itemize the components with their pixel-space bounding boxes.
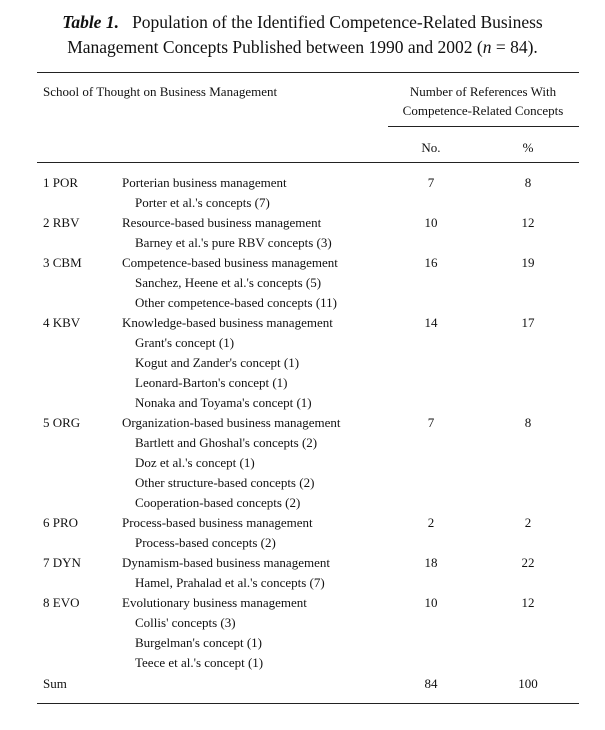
table-row	[0, 413, 605, 513]
row-sub-line	[0, 633, 605, 653]
row-main-line	[0, 593, 605, 613]
reference-percent: 8	[524, 415, 532, 430]
table-row	[0, 253, 605, 313]
row-main-line	[0, 413, 605, 433]
reference-count: 16	[424, 255, 438, 270]
school-concept: Porterian business management	[122, 175, 287, 190]
row-sub-line	[0, 193, 605, 213]
table-label: Table 1.	[62, 12, 119, 32]
header-bottom-rule	[37, 162, 579, 163]
table-row	[0, 173, 605, 213]
top-rule	[37, 72, 579, 73]
sub-concept: Burgelman's concept (1)	[135, 635, 263, 650]
sum-row	[0, 674, 605, 694]
header-pct: %	[522, 140, 534, 155]
sub-concept: Collis' concepts (3)	[135, 615, 236, 630]
school-concept: Dynamism-based business management	[122, 555, 330, 570]
sub-concept: Hamel, Prahalad et al.'s concepts (7)	[135, 575, 325, 590]
sub-concept: Other structure-based concepts (2)	[135, 475, 315, 490]
header-numrefs-line-2: Competence-Related Concepts	[402, 103, 564, 118]
row-main-line	[0, 253, 605, 273]
sum-label: Sum	[43, 676, 67, 691]
n-symbol: n	[482, 37, 492, 57]
sub-concept: Kogut and Zander's concept (1)	[135, 355, 300, 370]
row-sub-line	[0, 373, 605, 393]
row-sub-line	[0, 613, 605, 633]
sub-concept: Nonaka and Toyama's concept (1)	[135, 395, 312, 410]
school-code: 8 EVO	[43, 595, 80, 610]
table-row	[0, 593, 605, 673]
sub-concept: Doz et al.'s concept (1)	[135, 455, 255, 470]
caption-text-3: = 84).	[491, 37, 538, 57]
reference-count: 2	[427, 515, 435, 530]
row-sub-line	[0, 533, 605, 553]
row-sub-line	[0, 573, 605, 593]
sub-concept: Bartlett and Ghoshal's concepts (2)	[135, 435, 318, 450]
reference-count: 14	[424, 315, 438, 330]
sub-concept: Sanchez, Heene et al.'s concepts (5)	[135, 275, 322, 290]
header-numrefs-line-1: Number of References With	[409, 84, 557, 99]
row-main-line	[0, 313, 605, 333]
caption-line-2	[0, 35, 605, 60]
reference-count: 18	[424, 555, 438, 570]
sub-concept: Leonard-Barton's concept (1)	[135, 375, 288, 390]
row-sub-line	[0, 493, 605, 513]
row-main-line	[0, 173, 605, 193]
sub-concept: Grant's concept (1)	[135, 335, 235, 350]
reference-percent: 12	[521, 215, 535, 230]
sub-header-rule	[388, 126, 579, 127]
reference-percent: 2	[524, 515, 532, 530]
reference-percent: 8	[524, 175, 532, 190]
school-code: 6 PRO	[43, 515, 79, 530]
school-code: 7 DYN	[43, 555, 81, 570]
row-sub-line	[0, 233, 605, 253]
sum-pct: 100	[518, 676, 538, 691]
table-caption	[0, 10, 605, 60]
table-row	[0, 213, 605, 253]
row-sub-line	[0, 653, 605, 673]
reference-count: 10	[424, 595, 438, 610]
sub-concept: Cooperation-based concepts (2)	[135, 495, 301, 510]
row-sub-line	[0, 393, 605, 413]
reference-percent: 17	[521, 315, 535, 330]
reference-percent: 22	[521, 555, 535, 570]
row-main-line	[0, 513, 605, 533]
sum-no: 84	[424, 676, 438, 691]
table-row	[0, 553, 605, 593]
sub-concept: Barney et al.'s pure RBV concepts (3)	[135, 235, 332, 250]
school-code: 3 CBM	[43, 255, 82, 270]
row-sub-line	[0, 333, 605, 353]
row-main-line	[0, 553, 605, 573]
sub-concept: Porter et al.'s concepts (7)	[135, 195, 270, 210]
school-concept: Resource-based business management	[122, 215, 322, 230]
caption-text-1: Population of the Identified Competence-Related Business	[132, 12, 543, 32]
school-code: 4 KBV	[43, 315, 81, 330]
row-sub-line	[0, 453, 605, 473]
reference-count: 10	[424, 215, 438, 230]
school-concept: Process-based business management	[122, 515, 313, 530]
reference-count: 7	[427, 175, 435, 190]
bottom-rule	[37, 703, 579, 704]
header-number-of-references	[388, 82, 578, 120]
school-concept: Organization-based business management	[122, 415, 341, 430]
row-sub-line	[0, 473, 605, 493]
school-code: 2 RBV	[43, 215, 80, 230]
school-code: 5 ORG	[43, 415, 81, 430]
table-row	[0, 513, 605, 553]
caption-text-2: Management Concepts Published between 1990 and 2002 (	[67, 37, 483, 57]
school-concept: Knowledge-based business management	[122, 315, 333, 330]
sub-concept: Teece et al.'s concept (1)	[135, 655, 264, 670]
table-row	[0, 313, 605, 413]
sub-concept: Process-based concepts (2)	[135, 535, 276, 550]
school-concept: Evolutionary business management	[122, 595, 307, 610]
row-main-line	[0, 213, 605, 233]
header-no: No.	[421, 140, 441, 155]
school-code: 1 POR	[43, 175, 79, 190]
row-sub-line	[0, 353, 605, 373]
reference-percent: 12	[521, 595, 535, 610]
caption-line-1	[0, 10, 605, 35]
reference-percent: 19	[521, 255, 535, 270]
reference-count: 7	[427, 415, 435, 430]
header-school: School of Thought on Business Management	[43, 84, 278, 99]
sub-concept: Other competence-based concepts (11)	[135, 295, 338, 310]
row-sub-line	[0, 293, 605, 313]
table-body	[0, 173, 605, 673]
school-concept: Competence-based business management	[122, 255, 338, 270]
row-sub-line	[0, 273, 605, 293]
row-sub-line	[0, 433, 605, 453]
